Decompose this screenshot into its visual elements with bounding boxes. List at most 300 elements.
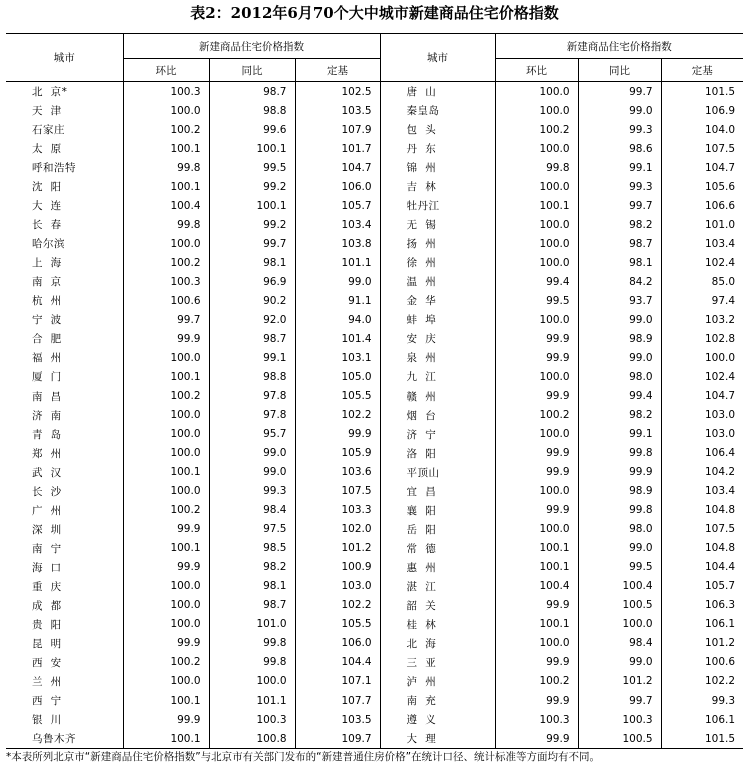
mom-value-right: 99.9: [495, 653, 578, 672]
city-name-right: 蚌 埠: [380, 310, 495, 329]
base-value-right: 103.2: [661, 310, 743, 329]
mom-value-left: 100.0: [123, 406, 209, 425]
table-row: [6, 615, 743, 634]
base-value-left: 101.7: [295, 139, 380, 158]
city-name-left: 太 原: [32, 143, 62, 156]
mom-value-right: 99.4: [495, 272, 578, 291]
table-row: [6, 120, 743, 139]
table-row: [6, 672, 743, 691]
mom-value-right: 100.2: [495, 672, 578, 691]
city-name-left: 南 京: [32, 276, 62, 289]
city-name-right: 桂 林: [380, 615, 495, 634]
city-name-left: 乌鲁木齐: [6, 729, 123, 749]
mom-value-left: 100.2: [123, 253, 209, 272]
city-name-left: 上 海: [32, 257, 62, 270]
yoy-value-right: 98.1: [578, 253, 661, 272]
mom-value-left: 99.8: [123, 158, 209, 177]
base-value-right: 103.4: [661, 234, 743, 253]
yoy-value-left: 96.9: [209, 272, 295, 291]
city-name-right: 赣 州: [380, 387, 495, 406]
table-row: [6, 272, 743, 291]
yoy-value-right: 101.2: [578, 672, 661, 691]
index-group-header-right: 新建商品住宅价格指数: [495, 34, 743, 59]
yoy-value-right: 99.9: [578, 463, 661, 482]
table-row: [6, 482, 743, 501]
mom-value-left: 99.9: [123, 634, 209, 653]
yoy-value-left: 97.8: [209, 406, 295, 425]
yoy-value-right: 98.7: [578, 234, 661, 253]
base-value-left: 107.7: [295, 691, 380, 710]
base-value-right: 101.5: [661, 82, 743, 102]
yoy-value-right: 98.9: [578, 329, 661, 348]
yoy-value-right: 98.0: [578, 367, 661, 386]
base-value-left: 103.6: [295, 463, 380, 482]
yoy-value-left: 98.5: [209, 539, 295, 558]
mom-value-right: 100.0: [495, 234, 578, 253]
table-row: [6, 348, 743, 367]
city-name-left: 武 汉: [32, 466, 62, 479]
table-row: [6, 596, 743, 615]
city-name-right: 安 庆: [380, 329, 495, 348]
table-row: [6, 253, 743, 272]
base-value-left: 100.9: [295, 558, 380, 577]
base-value-left: 105.0: [295, 367, 380, 386]
base-value-right: 102.2: [661, 672, 743, 691]
base-value-left: 101.4: [295, 329, 380, 348]
base-value-left: 103.1: [295, 348, 380, 367]
mom-value-left: 99.7: [123, 310, 209, 329]
table-row: [6, 329, 743, 348]
base-value-right: 97.4: [661, 291, 743, 310]
table-row: [6, 463, 743, 482]
city-name-right: 徐 州: [380, 253, 495, 272]
table-row: [6, 234, 743, 253]
base-value-right: 100.0: [661, 348, 743, 367]
city-name-right: 泉 州: [380, 348, 495, 367]
city-name-right: 金 华: [380, 291, 495, 310]
base-value-right: 103.0: [661, 425, 743, 444]
yoy-value-right: 100.5: [578, 729, 661, 749]
yoy-value-left: 98.8: [209, 367, 295, 386]
base-value-right: 102.4: [661, 367, 743, 386]
city-name-right: 锦 州: [380, 158, 495, 177]
mom-value-right: 99.9: [495, 463, 578, 482]
table-row: [6, 291, 743, 310]
city-name-right: 扬 州: [380, 234, 495, 253]
yoy-value-left: 90.2: [209, 291, 295, 310]
base-value-left: 102.5: [295, 82, 380, 102]
base-value-left: 99.9: [295, 425, 380, 444]
mom-value-right: 99.9: [495, 501, 578, 520]
mom-value-left: 100.0: [123, 615, 209, 634]
mom-header-right: 环比: [495, 59, 578, 82]
table-row: [6, 558, 743, 577]
yoy-value-right: 93.7: [578, 291, 661, 310]
yoy-value-left: 101.0: [209, 615, 295, 634]
base-value-right: 104.8: [661, 501, 743, 520]
yoy-value-right: 100.3: [578, 710, 661, 729]
mom-value-right: 100.0: [495, 139, 578, 158]
table-row: [6, 710, 743, 729]
yoy-value-left: 92.0: [209, 310, 295, 329]
yoy-value-left: 98.4: [209, 501, 295, 520]
mom-value-left: 100.0: [123, 482, 209, 501]
mom-value-right: 100.2: [495, 406, 578, 425]
mom-value-right: 100.1: [495, 558, 578, 577]
mom-value-right: 100.0: [495, 520, 578, 539]
base-value-right: 106.9: [661, 101, 743, 120]
base-value-left: 105.9: [295, 444, 380, 463]
base-value-right: 106.1: [661, 615, 743, 634]
yoy-value-left: 99.8: [209, 653, 295, 672]
city-name-right: 洛 阳: [380, 444, 495, 463]
yoy-value-left: 99.3: [209, 482, 295, 501]
mom-value-left: 99.9: [123, 710, 209, 729]
city-name-right: 包 头: [380, 120, 495, 139]
base-value-left: 104.4: [295, 653, 380, 672]
base-value-left: 105.7: [295, 196, 380, 215]
city-name-left: 大 连: [32, 200, 62, 213]
mom-value-left: 100.6: [123, 291, 209, 310]
city-name-left: 深 圳: [32, 523, 62, 536]
mom-value-left: 100.0: [123, 425, 209, 444]
city-name-left: 长 沙: [32, 485, 62, 498]
table-row: [6, 310, 743, 329]
yoy-value-left: 99.5: [209, 158, 295, 177]
mom-value-right: 100.0: [495, 82, 578, 102]
base-value-left: 109.7: [295, 729, 380, 749]
yoy-value-right: 100.4: [578, 577, 661, 596]
base-value-left: 104.7: [295, 158, 380, 177]
yoy-value-right: 99.7: [578, 82, 661, 102]
mom-value-left: 99.8: [123, 215, 209, 234]
table-row: [6, 520, 743, 539]
base-value-right: 101.0: [661, 215, 743, 234]
yoy-value-left: 98.1: [209, 253, 295, 272]
base-value-right: 102.8: [661, 329, 743, 348]
mom-value-right: 99.9: [495, 691, 578, 710]
mom-value-left: 100.2: [123, 653, 209, 672]
base-value-left: 101.2: [295, 539, 380, 558]
yoy-header-left: 同比: [209, 59, 295, 82]
mom-value-right: 100.0: [495, 177, 578, 196]
yoy-value-right: 99.1: [578, 158, 661, 177]
base-value-right: 107.5: [661, 520, 743, 539]
base-header-left: 定基: [295, 59, 380, 82]
city-name-left: 哈尔滨: [32, 238, 65, 251]
yoy-value-right: 99.7: [578, 196, 661, 215]
city-name-right: 平顶山: [380, 463, 495, 482]
base-value-left: 105.5: [295, 615, 380, 634]
base-value-left: 102.0: [295, 520, 380, 539]
yoy-value-left: 98.7: [209, 329, 295, 348]
yoy-value-right: 99.0: [578, 101, 661, 120]
base-value-right: 106.3: [661, 596, 743, 615]
base-value-left: 91.1: [295, 291, 380, 310]
table-row: [6, 406, 743, 425]
mom-value-right: 99.5: [495, 291, 578, 310]
yoy-value-right: 99.8: [578, 501, 661, 520]
base-value-right: 99.3: [661, 691, 743, 710]
yoy-value-left: 95.7: [209, 425, 295, 444]
city-name-left: 成 都: [32, 599, 62, 612]
yoy-value-left: 100.3: [209, 710, 295, 729]
yoy-value-left: 99.7: [209, 234, 295, 253]
yoy-value-right: 100.5: [578, 596, 661, 615]
yoy-value-left: 100.8: [209, 729, 295, 749]
base-value-right: 106.6: [661, 196, 743, 215]
city-name-left: 福 州: [32, 352, 62, 365]
base-value-right: 103.4: [661, 482, 743, 501]
base-value-right: 104.4: [661, 558, 743, 577]
mom-value-right: 100.0: [495, 310, 578, 329]
city-name-left: 宁 波: [32, 314, 62, 327]
yoy-value-right: 99.5: [578, 558, 661, 577]
yoy-value-left: 97.8: [209, 387, 295, 406]
base-value-left: 107.9: [295, 120, 380, 139]
yoy-value-left: 99.2: [209, 177, 295, 196]
table-row: [6, 387, 743, 406]
city-name-right: 烟 台: [380, 406, 495, 425]
mom-value-left: 100.0: [123, 234, 209, 253]
yoy-value-left: 99.2: [209, 215, 295, 234]
mom-value-right: 100.0: [495, 367, 578, 386]
base-value-left: 103.5: [295, 101, 380, 120]
yoy-value-left: 98.2: [209, 558, 295, 577]
mom-value-left: 100.1: [123, 367, 209, 386]
city-name-right: 襄 阳: [380, 501, 495, 520]
base-value-right: 106.1: [661, 710, 743, 729]
mom-value-right: 99.9: [495, 444, 578, 463]
city-name-left: 北 京*: [32, 86, 68, 99]
city-name-left: 郑 州: [32, 447, 62, 460]
yoy-value-right: 99.0: [578, 348, 661, 367]
city-header-left: 城市: [6, 34, 123, 82]
mom-value-left: 100.0: [123, 577, 209, 596]
city-name-right: 大 理: [380, 729, 495, 749]
city-name-right: 无 锡: [380, 215, 495, 234]
base-value-left: 107.1: [295, 672, 380, 691]
table-row: [6, 729, 743, 749]
city-name-left: 南 昌: [32, 390, 62, 403]
yoy-value-left: 100.1: [209, 196, 295, 215]
mom-value-right: 99.8: [495, 158, 578, 177]
city-name-right: 丹 东: [380, 139, 495, 158]
mom-value-left: 100.1: [123, 177, 209, 196]
base-value-left: 106.0: [295, 177, 380, 196]
mom-value-left: 100.2: [123, 120, 209, 139]
base-value-right: 100.6: [661, 653, 743, 672]
mom-value-left: 100.0: [123, 672, 209, 691]
city-name-left: 沈 阳: [32, 181, 62, 194]
yoy-value-left: 98.7: [209, 596, 295, 615]
mom-value-left: 100.0: [123, 444, 209, 463]
yoy-value-right: 98.2: [578, 215, 661, 234]
yoy-value-right: 99.7: [578, 691, 661, 710]
city-name-right: 吉 林: [380, 177, 495, 196]
base-value-right: 101.2: [661, 634, 743, 653]
mom-value-left: 100.1: [123, 539, 209, 558]
yoy-value-right: 99.4: [578, 387, 661, 406]
mom-value-left: 100.1: [123, 139, 209, 158]
yoy-value-right: 98.9: [578, 482, 661, 501]
yoy-header-right: 同比: [578, 59, 661, 82]
city-name-left: 西 宁: [32, 695, 62, 708]
city-name-left: 昆 明: [32, 637, 62, 650]
city-name-right: 温 州: [380, 272, 495, 291]
mom-value-left: 100.1: [123, 691, 209, 710]
mom-value-right: 100.0: [495, 425, 578, 444]
table-row: [6, 158, 743, 177]
city-name-left: 长 春: [32, 219, 62, 232]
table-row: [6, 101, 743, 120]
mom-value-left: 100.0: [123, 596, 209, 615]
table-row: [6, 634, 743, 653]
city-name-left: 厦 门: [32, 371, 62, 384]
yoy-value-right: 99.1: [578, 425, 661, 444]
base-value-left: 102.2: [295, 596, 380, 615]
base-value-right: 104.7: [661, 158, 743, 177]
city-name-right: 北 海: [380, 634, 495, 653]
base-value-left: 99.0: [295, 272, 380, 291]
table-row: [6, 196, 743, 215]
table-row: [6, 653, 743, 672]
yoy-value-right: 99.8: [578, 444, 661, 463]
base-value-left: 103.4: [295, 215, 380, 234]
table-row: [6, 139, 743, 158]
table-row: [6, 577, 743, 596]
table-row: [6, 691, 743, 710]
yoy-value-right: 99.0: [578, 539, 661, 558]
mom-value-left: 100.2: [123, 501, 209, 520]
mom-value-right: 100.4: [495, 577, 578, 596]
mom-value-right: 99.9: [495, 348, 578, 367]
mom-value-left: 100.4: [123, 196, 209, 215]
mom-value-left: 99.9: [123, 329, 209, 348]
table-row: [6, 215, 743, 234]
city-name-right: 遵 义: [380, 710, 495, 729]
table-body: [6, 82, 743, 749]
city-name-left: 济 南: [32, 409, 62, 422]
mom-header-left: 环比: [123, 59, 209, 82]
base-value-left: 103.5: [295, 710, 380, 729]
base-value-right: 101.5: [661, 729, 743, 749]
price-index-table: [6, 33, 743, 749]
mom-value-right: 99.9: [495, 387, 578, 406]
city-name-right: 唐 山: [380, 82, 495, 102]
mom-value-left: 99.9: [123, 558, 209, 577]
base-value-left: 101.1: [295, 253, 380, 272]
yoy-value-left: 99.6: [209, 120, 295, 139]
yoy-value-left: 98.8: [209, 101, 295, 120]
base-value-left: 103.8: [295, 234, 380, 253]
mom-value-right: 100.1: [495, 615, 578, 634]
base-value-left: 103.3: [295, 501, 380, 520]
mom-value-right: 100.2: [495, 120, 578, 139]
base-value-left: 102.2: [295, 406, 380, 425]
yoy-value-left: 98.7: [209, 82, 295, 102]
yoy-value-left: 97.5: [209, 520, 295, 539]
yoy-value-right: 99.0: [578, 310, 661, 329]
mom-value-right: 99.9: [495, 596, 578, 615]
base-value-right: 106.4: [661, 444, 743, 463]
mom-value-right: 100.0: [495, 253, 578, 272]
city-name-right: 泸 州: [380, 672, 495, 691]
table-row: [6, 367, 743, 386]
mom-value-right: 100.0: [495, 215, 578, 234]
city-name-right: 牡丹江: [380, 196, 495, 215]
base-value-left: 106.0: [295, 634, 380, 653]
mom-value-left: 100.0: [123, 348, 209, 367]
mom-value-right: 99.9: [495, 329, 578, 348]
base-value-right: 105.6: [661, 177, 743, 196]
city-name-right: 南 充: [380, 691, 495, 710]
city-name-left: 青 岛: [32, 428, 62, 441]
yoy-value-left: 101.1: [209, 691, 295, 710]
yoy-value-right: 98.0: [578, 520, 661, 539]
base-value-left: 103.0: [295, 577, 380, 596]
city-name-right: 九 江: [380, 367, 495, 386]
yoy-value-right: 100.0: [578, 615, 661, 634]
city-name-right: 岳 阳: [380, 520, 495, 539]
base-value-left: 94.0: [295, 310, 380, 329]
city-name-left: 广 州: [32, 504, 62, 517]
yoy-value-left: 100.1: [209, 139, 295, 158]
yoy-value-left: 99.0: [209, 444, 295, 463]
table-title: 表2：2012年6月70个大中城市新建商品住宅价格指数: [190, 4, 559, 22]
yoy-value-left: 99.1: [209, 348, 295, 367]
yoy-value-left: 99.8: [209, 634, 295, 653]
yoy-value-right: 99.3: [578, 120, 661, 139]
city-name-right: 常 德: [380, 539, 495, 558]
mom-value-left: 100.3: [123, 272, 209, 291]
table-row: [6, 501, 743, 520]
mom-value-left: 99.9: [123, 520, 209, 539]
base-value-left: 107.5: [295, 482, 380, 501]
city-name-left: 呼和浩特: [32, 162, 76, 175]
base-value-right: 85.0: [661, 272, 743, 291]
table-row: [6, 82, 743, 102]
base-value-right: 104.2: [661, 463, 743, 482]
mom-value-left: 100.1: [123, 729, 209, 749]
city-name-right: 济 宁: [380, 425, 495, 444]
city-name-right: 秦皇岛: [380, 101, 495, 120]
table-row: [6, 444, 743, 463]
city-name-left: 银 川: [32, 714, 62, 727]
mom-value-left: 100.3: [123, 82, 209, 102]
city-name-left: 兰 州: [32, 675, 62, 688]
base-value-right: 105.7: [661, 577, 743, 596]
mom-value-left: 100.0: [123, 101, 209, 120]
city-name-left: 石家庄: [32, 124, 65, 137]
footnote: *本表所列北京市“新建商品住宅价格指数”与北京市有关部门发布的“新建普通住房价格”在统计口径、统计标准等方面均有不同。: [6, 751, 601, 763]
yoy-value-right: 99.0: [578, 653, 661, 672]
mom-value-right: 100.3: [495, 710, 578, 729]
yoy-value-left: 99.0: [209, 463, 295, 482]
city-name-left: 杭 州: [32, 295, 62, 308]
mom-value-right: 100.0: [495, 482, 578, 501]
table-row: [6, 539, 743, 558]
city-name-right: 惠 州: [380, 558, 495, 577]
city-name-left: 天 津: [32, 105, 62, 118]
yoy-value-left: 100.0: [209, 672, 295, 691]
city-name-right: 湛 江: [380, 577, 495, 596]
mom-value-right: 100.1: [495, 196, 578, 215]
base-value-right: 104.8: [661, 539, 743, 558]
table-row: [6, 177, 743, 196]
city-name-left: 南 宁: [32, 542, 62, 555]
mom-value-right: 100.0: [495, 634, 578, 653]
